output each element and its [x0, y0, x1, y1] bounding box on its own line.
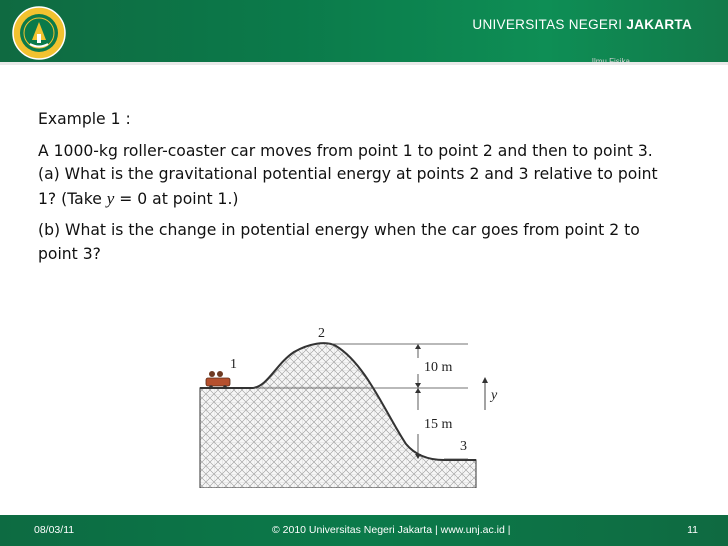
university-title: UNIVERSITAS NEGERI JAKARTA	[472, 17, 692, 32]
point-1-label: 1	[230, 357, 237, 372]
example-heading: Example 1 :	[38, 110, 131, 128]
problem-statement: A 1000-kg roller-coaster car moves from point 1 to point 2 and then to point 3.	[38, 141, 653, 160]
height-15m-label: 15 m	[424, 417, 453, 432]
y-axis-label: y	[491, 388, 498, 403]
footer-date: 08/03/11	[34, 524, 75, 536]
slide-header	[0, 0, 728, 62]
footer-copyright: © 2010 Universitas Negeri Jakarta | www.unj.ac.id |	[272, 524, 511, 536]
height-10m-label: 10 m	[424, 360, 453, 375]
university-logo-icon	[10, 4, 68, 62]
header-divider	[0, 62, 728, 65]
slide-body	[38, 108, 678, 274]
point-3-label: 3	[460, 439, 467, 454]
question-b: (b) What is the change in potential energy when the car goes from point 2 to point 3?	[38, 221, 640, 263]
slide-footer	[0, 515, 728, 546]
question-a: (a) What is the gravitational potential energy at points 2 and 3 relative to point 1? (Take y = 0 at point 1.)	[38, 165, 658, 208]
roller-coaster-figure	[198, 322, 504, 488]
point-2-label: 2	[318, 326, 325, 341]
page-number: 11	[687, 524, 698, 536]
